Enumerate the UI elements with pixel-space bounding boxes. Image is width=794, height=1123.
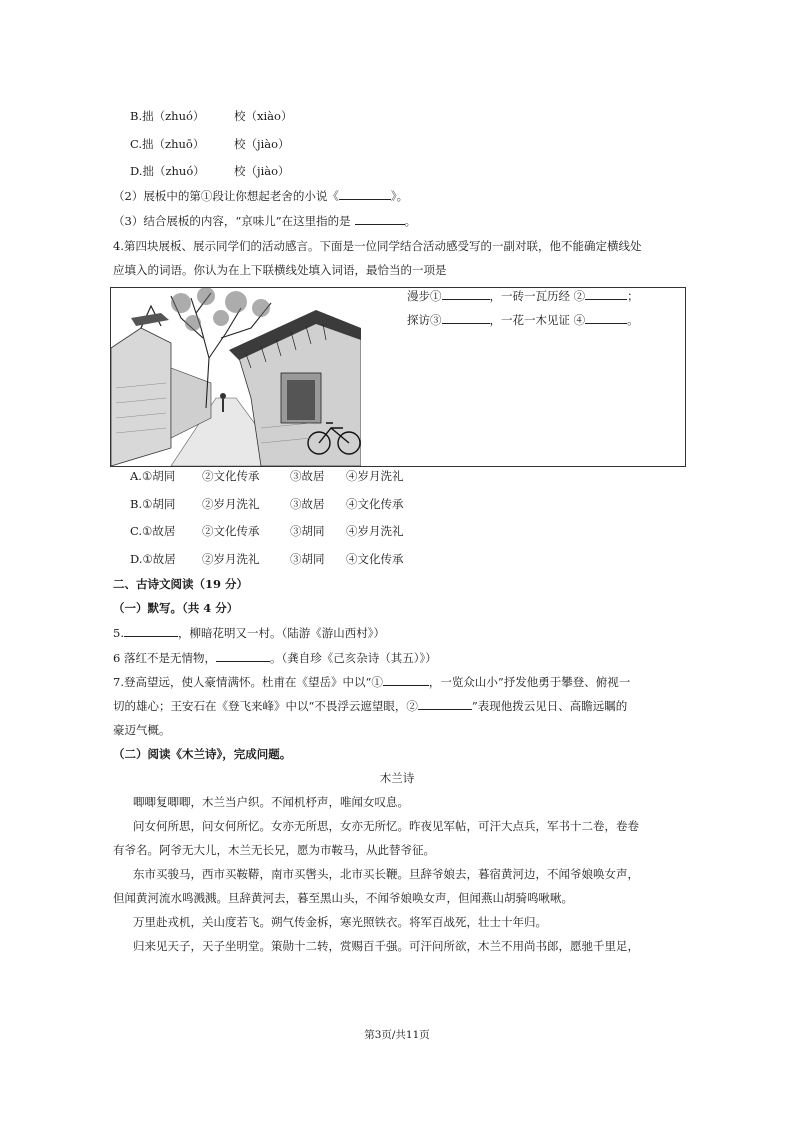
couplet-upper — [407, 288, 639, 304]
answer-blank[interactable] — [442, 288, 490, 300]
q6 — [113, 650, 437, 666]
answer-blank[interactable] — [418, 698, 472, 710]
option-text: ④岁月洗礼 — [346, 524, 404, 538]
option-text: ②文化传承 — [202, 469, 260, 483]
subsection-title: （一）默写。（共 4 分） — [113, 601, 239, 615]
poem-line: 归来见天子，天子坐明堂。策勋十二转，赏赐百千强。可汗问所欲，木兰不用尚书郎，愿驰千里足， — [133, 939, 639, 953]
option-text: A.①胡同 — [130, 469, 176, 483]
poem-line: 有爷名。阿爷无大儿，木兰无长兄，愿为市鞍马，从此替爷征。 — [113, 843, 435, 857]
q7-line3: 豪迈气概。 — [113, 723, 171, 737]
question-text: （2）展板中的第①段让你想起老舍的小说《 — [113, 189, 339, 203]
answer-blank[interactable] — [124, 625, 178, 637]
question-text: 》。 — [390, 189, 409, 203]
answer-blank[interactable] — [355, 213, 405, 225]
section-title: 二、古诗文阅读（19 分） — [113, 577, 249, 591]
q4-stem-line1: 4.第四块展板、展示同学们的活动感言。下面是一位同学结合活动感受写的一副对联，他不能确定横线处 — [113, 239, 642, 253]
question-text: 切的雄心；王安石在《登飞来峰》中以“不畏浮云遮望眼，② — [113, 699, 418, 713]
option-text: 校（jiào） — [234, 137, 290, 151]
option-text: 校（jiào） — [234, 164, 290, 178]
poem-line: 东市买骏马，西市买鞍鞯，南市买辔头，北市买长鞭。旦辞爷娘去，暮宿黄河边，不闻爷娘唤女声， — [133, 867, 639, 881]
option-text: ④岁月洗礼 — [346, 469, 404, 483]
poem-title: 木兰诗 — [379, 771, 415, 785]
answer-blank[interactable] — [216, 650, 270, 662]
q5 — [113, 625, 385, 641]
question-text: ，柳暗花明又一村。（陆游《游山西村》） — [177, 626, 385, 640]
q4-option-a — [130, 468, 404, 484]
poem-line: 唧唧复唧唧，木兰当户织。不闻机杼声，唯闻女叹息。 — [133, 795, 409, 809]
couplet-text: 漫步① — [407, 289, 442, 303]
question-text: 7.登高望远，使人豪情满怀。杜甫在《望岳》中以“① — [113, 675, 383, 689]
option-text: ③故居 — [290, 497, 325, 511]
q3-option-c — [130, 136, 290, 152]
option-text: ②文化传承 — [202, 524, 260, 538]
q3-option-b — [130, 108, 292, 124]
q4-option-d — [130, 551, 404, 567]
couplet-text: ，一砖一瓦历经 ② — [489, 289, 586, 303]
q4-stem-line2: 应填入的词语。你认为在上下联横线处填入词语，最恰当的一项是 — [113, 263, 447, 277]
option-text: B.拙（zhuó） — [130, 109, 205, 123]
q3-sub3 — [113, 213, 416, 229]
question-text: 5. — [113, 626, 124, 640]
couplet-box — [110, 287, 686, 467]
question-text: 。 — [404, 214, 417, 228]
option-text: ③胡同 — [290, 552, 325, 566]
q7-line2 — [113, 698, 627, 714]
q4-option-b — [130, 496, 404, 512]
page-footer: 第3页/共11页 — [364, 1029, 430, 1041]
couplet-text: ，一花一木见证 ④ — [489, 313, 586, 327]
option-text: C.拙（zhuō） — [130, 137, 205, 151]
question-text: ，一览众山小”抒发他勇于攀登、俯视一 — [428, 675, 631, 689]
couplet-lower — [407, 312, 639, 328]
answer-blank[interactable] — [442, 312, 490, 324]
answer-blank[interactable] — [383, 674, 429, 686]
q4-option-c — [130, 523, 404, 539]
answer-blank[interactable] — [585, 288, 627, 300]
q3-option-d — [130, 163, 290, 179]
q3-sub2 — [113, 188, 408, 204]
option-text: 校（xiào） — [234, 109, 293, 123]
answer-blank[interactable] — [585, 312, 627, 324]
couplet-text: ； — [627, 289, 639, 303]
option-text: D.拙（zhuó） — [130, 164, 205, 178]
question-text: 。（龚自珍《己亥杂诗（其五）》） — [269, 651, 437, 665]
couplet-text: 探访③ — [407, 313, 442, 327]
poem-line: 万里赴戎机，关山度若飞。朔气传金柝，寒光照铁衣。将军百战死，壮士十年归。 — [133, 915, 547, 929]
hutong-illustration — [111, 288, 361, 466]
option-text: ②岁月洗礼 — [202, 497, 260, 511]
option-text: ④文化传承 — [346, 552, 404, 566]
question-text: （3）结合展板的内容，“京味儿”在这里指的是 — [113, 214, 351, 228]
option-text: ②岁月洗礼 — [202, 552, 260, 566]
question-text: 6 落红不是无情物， — [113, 651, 216, 665]
option-text: ③故居 — [290, 469, 325, 483]
poem-line: 但闻黄河流水鸣溅溅。旦辞黄河去，暮至黑山头，不闻爷娘唤女声，但闻燕山胡骑鸣啾啾。 — [113, 891, 573, 905]
poem-line: 问女何所思，问女何所忆。女亦无所思，女亦无所忆。昨夜见军帖，可汗大点兵，军书十二卷，卷卷 — [133, 819, 639, 833]
option-text: ③胡同 — [290, 524, 325, 538]
option-text: ④文化传承 — [346, 497, 404, 511]
q7-line1 — [113, 674, 630, 690]
subsection-title: （二）阅读《木兰诗》，完成问题。 — [113, 747, 292, 761]
option-text: C.①故居 — [130, 524, 176, 538]
answer-blank[interactable] — [339, 188, 391, 200]
couplet-text: 。 — [627, 313, 639, 327]
question-text: ”表现他拨云见日、高瞻远瞩的 — [471, 699, 628, 713]
option-text: D.①故居 — [130, 552, 176, 566]
option-text: B.①胡同 — [130, 497, 176, 511]
